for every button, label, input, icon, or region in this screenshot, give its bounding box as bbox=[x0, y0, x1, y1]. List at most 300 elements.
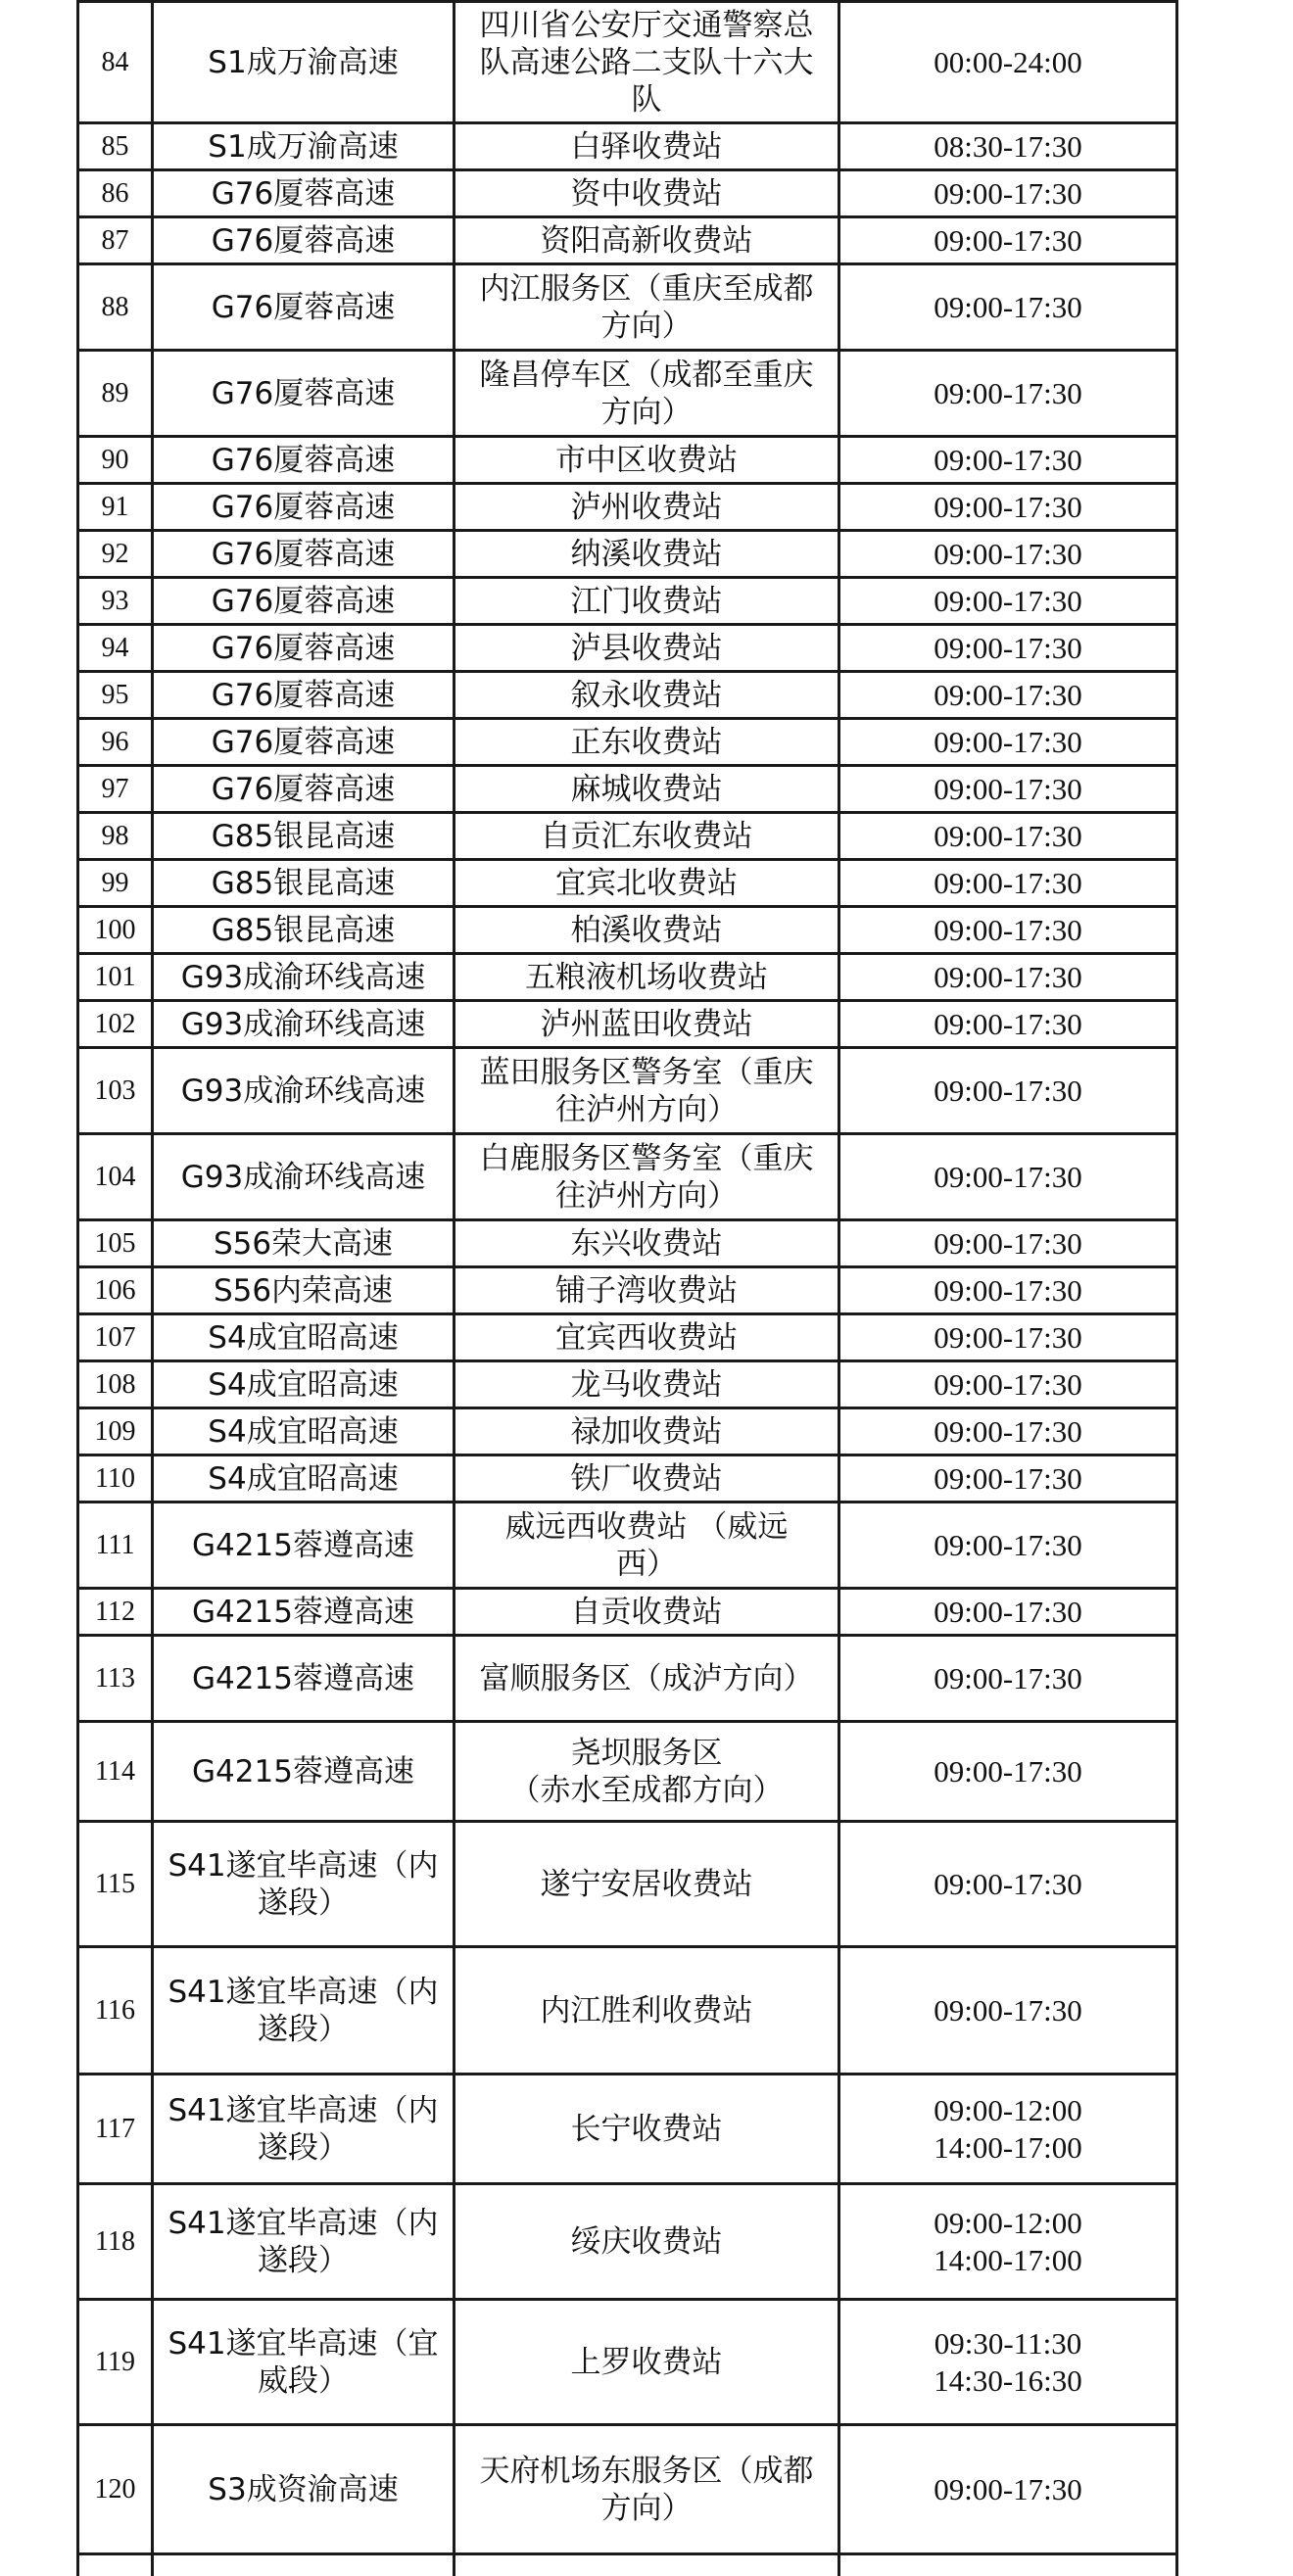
table-row bbox=[78, 2425, 1177, 2554]
cell-line: 白鹿服务区警务室（重庆 bbox=[479, 1140, 814, 1176]
row-number-cell: 100 bbox=[78, 907, 153, 954]
service-hours-cell bbox=[839, 351, 1177, 437]
cell-line: S41遂宜毕高速（内 bbox=[168, 1974, 439, 2010]
row-number-cell: 101 bbox=[78, 954, 153, 1001]
cell-line: 09:00-17:30 bbox=[934, 1413, 1082, 1449]
row-number-cell: 85 bbox=[78, 123, 153, 170]
cell-line: 09:00-17:30 bbox=[934, 1753, 1082, 1789]
cell-line: 正东收费站 bbox=[570, 724, 723, 760]
cell-line: 00:00-24:00 bbox=[934, 44, 1082, 79]
cell-line: 富顺服务区（成泸方向） bbox=[479, 1660, 814, 1696]
cell-line: 遂段） bbox=[258, 2129, 349, 2166]
cell-line: 龙马收费站 bbox=[570, 1366, 723, 1403]
service-hours-cell bbox=[839, 2184, 1177, 2300]
table-row bbox=[78, 907, 1177, 954]
cell-line: 08:30-17:30 bbox=[934, 128, 1082, 164]
cell-line: 09:00-12:00 bbox=[934, 2205, 1082, 2240]
service-hours-cell bbox=[839, 1267, 1177, 1314]
location-cell bbox=[455, 1589, 839, 1636]
cell-line: 威段） bbox=[258, 2362, 349, 2399]
row-number-cell: 106 bbox=[78, 1267, 153, 1314]
table-row bbox=[78, 1134, 1177, 1220]
cell-line: 方向） bbox=[600, 394, 693, 430]
service-hours-cell bbox=[839, 123, 1177, 170]
expressway-cell bbox=[153, 2075, 455, 2184]
cell-line: 隆昌停车区（成都至重庆 bbox=[479, 357, 814, 393]
location-cell bbox=[455, 1947, 839, 2075]
service-hours-cell bbox=[839, 1589, 1177, 1636]
service-hours-cell bbox=[839, 1722, 1177, 1822]
cell-line: 14:00-17:00 bbox=[934, 2129, 1082, 2165]
location-cell bbox=[455, 437, 839, 484]
table-row bbox=[78, 1455, 1177, 1503]
cell-line: G85银昆高速 bbox=[211, 912, 396, 948]
service-hours-cell bbox=[839, 2, 1177, 123]
location-cell bbox=[455, 1220, 839, 1267]
service-hours-cell bbox=[839, 954, 1177, 1001]
cell-line: 09:00-17:30 bbox=[934, 1992, 1082, 2027]
cell-line: S1成万渝高速 bbox=[208, 128, 399, 165]
location-cell bbox=[455, 264, 839, 351]
cell-line: 天府机场东服务区（成都 bbox=[479, 2453, 814, 2489]
row-number-cell: 87 bbox=[78, 217, 153, 264]
cell-line: 麻城收费站 bbox=[570, 771, 723, 807]
cell-line: S4成宜昭高速 bbox=[208, 1366, 399, 1403]
expressway-cell bbox=[153, 123, 455, 170]
cell-line: G93成渝环线高速 bbox=[180, 959, 426, 995]
location-cell bbox=[455, 1048, 839, 1134]
cell-line: 09:00-17:30 bbox=[934, 1225, 1082, 1261]
expressway-cell bbox=[153, 1134, 455, 1220]
row-number-cell: 99 bbox=[78, 860, 153, 907]
cell-line: 09:00-12:00 bbox=[934, 2092, 1082, 2127]
row-number-cell: 89 bbox=[78, 351, 153, 437]
cell-line: 09:00-17:30 bbox=[934, 630, 1082, 665]
location-cell bbox=[455, 484, 839, 531]
row-number-cell: 111 bbox=[78, 1503, 153, 1589]
expressway-cell bbox=[153, 484, 455, 531]
table-row bbox=[78, 1636, 1177, 1722]
cell-line: 09:00-17:30 bbox=[934, 375, 1082, 410]
cell-line: 09:00-17:30 bbox=[934, 222, 1082, 258]
row-number-cell: 118 bbox=[78, 2184, 153, 2300]
cell-line: 尧坝服务区 bbox=[570, 1735, 723, 1771]
service-hours-cell bbox=[839, 719, 1177, 766]
table-row bbox=[78, 2, 1177, 123]
service-hours-cell bbox=[839, 2425, 1177, 2554]
location-cell bbox=[455, 672, 839, 719]
table-row bbox=[78, 1408, 1177, 1455]
expressway-cell bbox=[153, 672, 455, 719]
row-number-cell: 109 bbox=[78, 1408, 153, 1455]
location-cell bbox=[455, 1267, 839, 1314]
service-hours-cell bbox=[839, 1636, 1177, 1722]
expressway-cell bbox=[153, 531, 455, 578]
cell-line: G85银昆高速 bbox=[211, 865, 396, 901]
location-cell bbox=[455, 860, 839, 907]
table-row bbox=[78, 860, 1177, 907]
service-hours-cell bbox=[839, 217, 1177, 264]
cell-line: S56荣大高速 bbox=[213, 1225, 394, 1262]
expressway-cell bbox=[153, 1314, 455, 1361]
table-row bbox=[78, 672, 1177, 719]
cell-line: S41遂宜毕高速（内 bbox=[168, 2205, 439, 2241]
row-number-cell: 91 bbox=[78, 484, 153, 531]
cell-line: 方向） bbox=[600, 2490, 693, 2526]
row-number-cell: 104 bbox=[78, 1134, 153, 1220]
cell-line: 东兴收费站 bbox=[570, 1225, 723, 1262]
service-hours-cell bbox=[839, 813, 1177, 860]
expressway-cell bbox=[153, 766, 455, 813]
cell-line: S4成宜昭高速 bbox=[208, 1413, 399, 1450]
table-row bbox=[78, 719, 1177, 766]
table-row bbox=[78, 766, 1177, 813]
location-cell bbox=[455, 954, 839, 1001]
location-cell bbox=[455, 2425, 839, 2554]
service-hours-cell bbox=[839, 672, 1177, 719]
cell-line: G76厦蓉高速 bbox=[211, 442, 396, 478]
row-number-cell: 97 bbox=[78, 766, 153, 813]
cell-line: 14:30-16:30 bbox=[934, 2362, 1082, 2398]
cell-line: 宜宾西收费站 bbox=[555, 1319, 738, 1356]
location-cell bbox=[455, 907, 839, 954]
cell-line: 遂段） bbox=[258, 1884, 349, 1921]
table-row bbox=[78, 1361, 1177, 1408]
table-row bbox=[78, 1048, 1177, 1134]
expressway-cell bbox=[153, 860, 455, 907]
row-number-cell: 105 bbox=[78, 1220, 153, 1267]
row-number-cell: 84 bbox=[78, 2, 153, 123]
cell-line: 泸州收费站 bbox=[570, 489, 723, 525]
cell-line: 09:00-17:30 bbox=[934, 1866, 1082, 1901]
cell-line: 蓝田服务区警务室（重庆 bbox=[479, 1054, 814, 1090]
expressway-cell bbox=[153, 1361, 455, 1408]
row-number-cell: 113 bbox=[78, 1636, 153, 1722]
cell-line: 09:00-17:30 bbox=[934, 818, 1082, 853]
cell-line: 长宁收费站 bbox=[570, 2111, 723, 2147]
service-hours-cell bbox=[839, 264, 1177, 351]
location-cell bbox=[455, 2184, 839, 2300]
expressway-service-table bbox=[76, 0, 1178, 2576]
cell-line: 09:00-17:30 bbox=[934, 289, 1082, 324]
location-cell bbox=[455, 1134, 839, 1220]
row-number-cell: 114 bbox=[78, 1722, 153, 1822]
expressway-cell bbox=[153, 1048, 455, 1134]
service-hours-cell bbox=[839, 2075, 1177, 2184]
expressway-cell bbox=[153, 1722, 455, 1822]
location-cell bbox=[455, 1361, 839, 1408]
cell-line: 纳溪收费站 bbox=[570, 536, 723, 572]
row-number-cell: 103 bbox=[78, 1048, 153, 1134]
expressway-cell bbox=[153, 2425, 455, 2554]
cell-line: S56内荣高速 bbox=[213, 1272, 394, 1309]
service-hours-cell bbox=[839, 2300, 1177, 2425]
expressway-cell bbox=[153, 1636, 455, 1722]
cell-line: G76厦蓉高速 bbox=[211, 583, 396, 619]
cell-line: 09:00-17:30 bbox=[934, 677, 1082, 712]
cell-line: 09:00-17:30 bbox=[934, 1594, 1082, 1629]
row-number-cell bbox=[78, 2554, 153, 2576]
cell-line: G93成渝环线高速 bbox=[180, 1159, 426, 1195]
expressway-cell bbox=[153, 2184, 455, 2300]
cell-line: G76厦蓉高速 bbox=[211, 536, 396, 572]
cell-line: 09:00-17:30 bbox=[934, 175, 1082, 211]
cell-line: 泸县收费站 bbox=[570, 630, 723, 666]
cell-line: S41遂宜毕高速（内 bbox=[168, 1847, 439, 1884]
row-number-cell: 86 bbox=[78, 170, 153, 217]
cell-line: 09:30-11:30 bbox=[934, 2325, 1082, 2361]
cell-line: （赤水至成都方向） bbox=[509, 1772, 784, 1808]
expressway-cell bbox=[153, 2554, 455, 2576]
expressway-cell bbox=[153, 2, 455, 123]
location-cell bbox=[455, 1822, 839, 1947]
table-row bbox=[78, 2300, 1177, 2425]
row-number-cell: 94 bbox=[78, 625, 153, 672]
expressway-cell bbox=[153, 1267, 455, 1314]
cell-line: 09:00-17:30 bbox=[934, 912, 1082, 947]
location-cell bbox=[455, 2075, 839, 2184]
table-row bbox=[78, 123, 1177, 170]
table-row bbox=[78, 578, 1177, 625]
row-number-cell: 90 bbox=[78, 437, 153, 484]
cell-line: 自贡汇东收费站 bbox=[540, 818, 753, 854]
cell-line: 09:00-17:30 bbox=[934, 1006, 1082, 1041]
cell-line: G76厦蓉高速 bbox=[211, 724, 396, 760]
location-cell bbox=[455, 351, 839, 437]
cell-line: 资阳高新收费站 bbox=[540, 222, 753, 259]
cell-line: 09:00-17:30 bbox=[934, 865, 1082, 900]
row-number-cell: 115 bbox=[78, 1822, 153, 1947]
cell-line: 西） bbox=[616, 1546, 677, 1582]
cell-line: G76厦蓉高速 bbox=[211, 375, 396, 411]
cell-line: 五粮液机场收费站 bbox=[525, 959, 768, 995]
row-number-cell: 116 bbox=[78, 1947, 153, 2075]
cell-line: 四川省公安厅交通警察总 bbox=[479, 7, 814, 43]
expressway-cell bbox=[153, 1822, 455, 1947]
cell-line: S4成宜昭高速 bbox=[208, 1319, 399, 1356]
cell-line: G76厦蓉高速 bbox=[211, 489, 396, 525]
cell-line: S41遂宜毕高速（内 bbox=[168, 2092, 439, 2128]
table-row bbox=[78, 625, 1177, 672]
row-number-cell: 108 bbox=[78, 1361, 153, 1408]
cell-line: G4215蓉遵高速 bbox=[192, 1527, 414, 1563]
expressway-cell bbox=[153, 217, 455, 264]
service-hours-cell bbox=[839, 1822, 1177, 1947]
expressway-cell bbox=[153, 813, 455, 860]
service-hours-cell bbox=[839, 860, 1177, 907]
expressway-cell bbox=[153, 170, 455, 217]
cell-line: 09:00-17:30 bbox=[934, 1319, 1082, 1355]
service-hours-cell bbox=[839, 625, 1177, 672]
row-number-cell: 112 bbox=[78, 1589, 153, 1636]
cell-line: 内江服务区（重庆至成都 bbox=[479, 270, 814, 307]
table-body bbox=[78, 2, 1177, 2576]
cell-line: G76厦蓉高速 bbox=[211, 630, 396, 666]
location-cell bbox=[455, 217, 839, 264]
cell-line: 09:00-17:30 bbox=[934, 959, 1082, 994]
table-row bbox=[78, 217, 1177, 264]
service-hours-cell bbox=[839, 531, 1177, 578]
service-hours-cell bbox=[839, 1947, 1177, 2075]
table-row bbox=[78, 437, 1177, 484]
location-cell bbox=[455, 531, 839, 578]
cell-line: 遂段） bbox=[258, 2242, 349, 2278]
cell-line: 09:00-17:30 bbox=[934, 724, 1082, 759]
service-hours-cell bbox=[839, 1314, 1177, 1361]
location-cell bbox=[455, 719, 839, 766]
row-number-cell: 98 bbox=[78, 813, 153, 860]
table-row bbox=[78, 1220, 1177, 1267]
location-cell bbox=[455, 2554, 839, 2576]
location-cell bbox=[455, 2300, 839, 2425]
location-cell bbox=[455, 1455, 839, 1503]
expressway-cell bbox=[153, 1589, 455, 1636]
service-hours-cell bbox=[839, 1134, 1177, 1220]
expressway-cell bbox=[153, 1455, 455, 1503]
table-row bbox=[78, 1589, 1177, 1636]
cell-line: 09:00-17:30 bbox=[934, 583, 1082, 618]
cell-line: 09:00-17:30 bbox=[934, 1460, 1082, 1496]
service-hours-cell bbox=[839, 1220, 1177, 1267]
cell-line: 市中区收费站 bbox=[555, 442, 738, 478]
service-hours-cell bbox=[839, 170, 1177, 217]
table-row bbox=[78, 2184, 1177, 2300]
table-row bbox=[78, 170, 1177, 217]
table-row bbox=[78, 1822, 1177, 1947]
cell-line: 泸州蓝田收费站 bbox=[540, 1006, 753, 1042]
cell-line: S3成资渝高速 bbox=[208, 2471, 399, 2507]
table-row bbox=[78, 1722, 1177, 1822]
location-cell bbox=[455, 1314, 839, 1361]
table-row bbox=[78, 1001, 1177, 1048]
table-row bbox=[78, 484, 1177, 531]
row-number-cell: 92 bbox=[78, 531, 153, 578]
cell-line: S41遂宜毕高速（宜 bbox=[168, 2325, 439, 2361]
service-hours-cell bbox=[839, 1408, 1177, 1455]
cell-line: 铺子湾收费站 bbox=[555, 1272, 738, 1309]
service-hours-cell bbox=[839, 1455, 1177, 1503]
table-row bbox=[78, 351, 1177, 437]
cell-line: 白驿收费站 bbox=[570, 128, 723, 165]
location-cell bbox=[455, 170, 839, 217]
cell-line: G76厦蓉高速 bbox=[211, 771, 396, 807]
table-row bbox=[78, 2075, 1177, 2184]
cell-line: G85银昆高速 bbox=[211, 818, 396, 854]
row-number-cell: 96 bbox=[78, 719, 153, 766]
service-hours-cell bbox=[839, 907, 1177, 954]
row-number-cell: 88 bbox=[78, 264, 153, 351]
cell-line: G4215蓉遵高速 bbox=[192, 1594, 414, 1630]
expressway-cell bbox=[153, 1503, 455, 1589]
expressway-cell bbox=[153, 625, 455, 672]
table-row bbox=[78, 954, 1177, 1001]
expressway-cell bbox=[153, 907, 455, 954]
location-cell bbox=[455, 766, 839, 813]
location-cell bbox=[455, 625, 839, 672]
row-number-cell: 120 bbox=[78, 2425, 153, 2554]
expressway-cell bbox=[153, 1220, 455, 1267]
table-row bbox=[78, 2554, 1177, 2576]
location-cell bbox=[455, 1001, 839, 1048]
cell-line: 09:00-17:30 bbox=[934, 1159, 1082, 1194]
cell-line: 09:00-17:30 bbox=[934, 1073, 1082, 1108]
row-number-cell: 95 bbox=[78, 672, 153, 719]
cell-line: 09:00-17:30 bbox=[934, 489, 1082, 524]
cell-line: 遂段） bbox=[258, 2011, 349, 2047]
service-hours-cell bbox=[839, 1001, 1177, 1048]
service-hours-cell bbox=[839, 1503, 1177, 1589]
location-cell bbox=[455, 123, 839, 170]
location-cell bbox=[455, 1722, 839, 1822]
location-cell bbox=[455, 1408, 839, 1455]
expressway-cell bbox=[153, 2300, 455, 2425]
cell-line: 09:00-17:30 bbox=[934, 442, 1082, 477]
cell-line: G76厦蓉高速 bbox=[211, 289, 396, 325]
service-hours-cell bbox=[839, 1361, 1177, 1408]
table-row bbox=[78, 1314, 1177, 1361]
cell-line: 09:00-17:30 bbox=[934, 1366, 1082, 1402]
cell-line: 绥庆收费站 bbox=[570, 2223, 723, 2260]
cell-line: 遂宁安居收费站 bbox=[540, 1866, 753, 1902]
cell-line: G76厦蓉高速 bbox=[211, 175, 396, 212]
cell-line: G4215蓉遵高速 bbox=[192, 1660, 414, 1696]
row-number-cell: 107 bbox=[78, 1314, 153, 1361]
cell-line: 威远西收费站 （威远 bbox=[504, 1508, 789, 1545]
service-hours-cell bbox=[839, 484, 1177, 531]
location-cell bbox=[455, 1636, 839, 1722]
row-number-cell: 117 bbox=[78, 2075, 153, 2184]
expressway-cell bbox=[153, 954, 455, 1001]
service-hours-cell bbox=[839, 766, 1177, 813]
expressway-cell bbox=[153, 719, 455, 766]
table-row bbox=[78, 1947, 1177, 2075]
location-cell bbox=[455, 578, 839, 625]
cell-line: 14:00-17:00 bbox=[934, 2242, 1082, 2277]
cell-line: 09:00-17:30 bbox=[934, 1527, 1082, 1562]
cell-line: 禄加收费站 bbox=[570, 1413, 723, 1450]
service-hours-cell bbox=[839, 2554, 1177, 2576]
cell-line: 往泸州方向） bbox=[555, 1177, 738, 1214]
cell-line: 上罗收费站 bbox=[570, 2344, 723, 2380]
expressway-cell bbox=[153, 578, 455, 625]
location-cell bbox=[455, 2, 839, 123]
cell-line: 资中收费站 bbox=[570, 175, 723, 212]
cell-line: G4215蓉遵高速 bbox=[192, 1753, 414, 1789]
table-row bbox=[78, 1503, 1177, 1589]
cell-line: 09:00-17:30 bbox=[934, 771, 1082, 806]
expressway-cell bbox=[153, 1001, 455, 1048]
cell-line: 09:00-17:30 bbox=[934, 2471, 1082, 2506]
cell-line: 江门收费站 bbox=[570, 583, 723, 619]
expressway-cell bbox=[153, 1408, 455, 1455]
cell-line: S4成宜昭高速 bbox=[208, 1460, 399, 1497]
service-hours-cell bbox=[839, 1048, 1177, 1134]
cell-line: G76厦蓉高速 bbox=[211, 222, 396, 259]
table-row bbox=[78, 264, 1177, 351]
table-row bbox=[78, 813, 1177, 860]
cell-line: 09:00-17:30 bbox=[934, 1272, 1082, 1308]
table-row bbox=[78, 531, 1177, 578]
cell-line: 往泸州方向） bbox=[555, 1091, 738, 1127]
service-hours-cell bbox=[839, 578, 1177, 625]
cell-line: 09:00-17:30 bbox=[934, 536, 1082, 571]
cell-line: 铁厂收费站 bbox=[570, 1460, 723, 1497]
location-cell bbox=[455, 813, 839, 860]
cell-line: 队 bbox=[631, 81, 662, 118]
cell-line: 宜宾北收费站 bbox=[555, 865, 738, 901]
cell-line: 方向） bbox=[600, 308, 693, 344]
cell-line: S1成万渝高速 bbox=[208, 44, 399, 80]
